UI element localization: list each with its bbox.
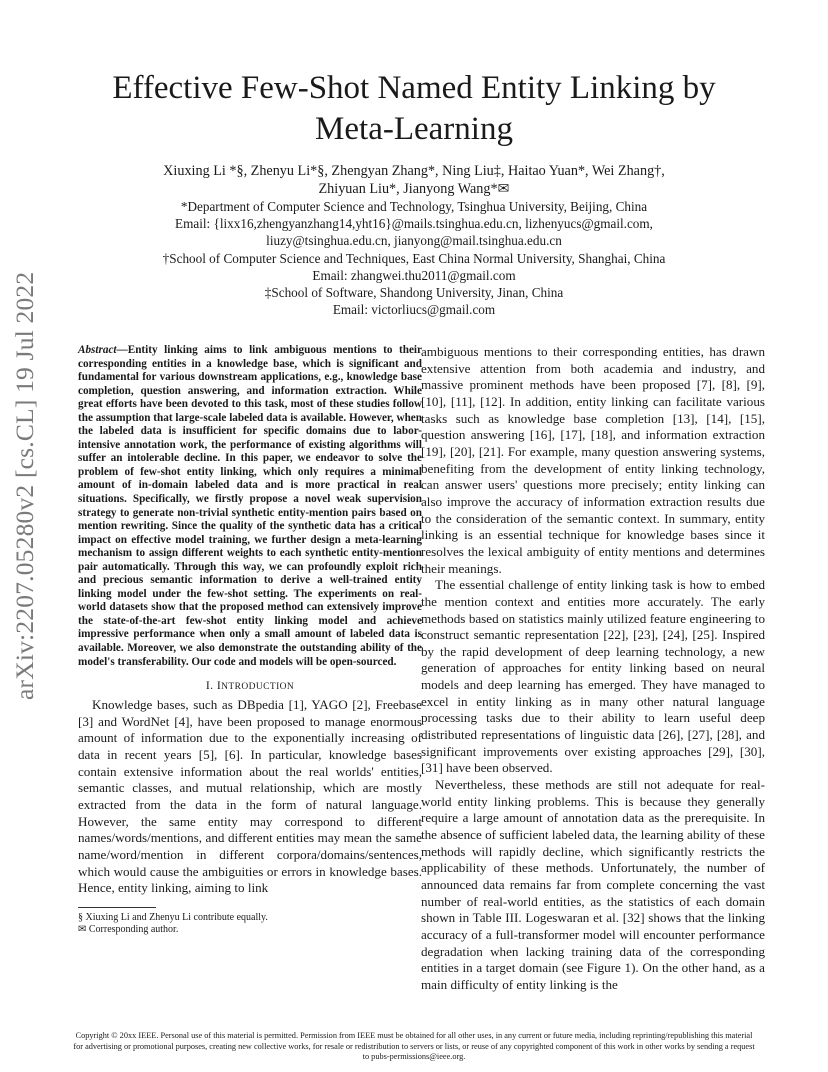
intro-paragraph-1: Knowledge bases, such as DBpedia [1], YAGO [2], Freebase [3] and WordNet [4], have been proposed to manage enormous amount of information due to the exponentially increasing of data in recent years [5], [6]. In particular, knowledge bases contain extensive information about the real worlds' entities, semantic classes, and mutual relationship, which are mostly extracted from the data in the form of natural language. However, the same entity may correspond to different names/words/mentions, and different entities may mean the same name/word/mention in different corpora/domains/sentences, which would cause the ambiguities or errors in knowledge bases. Hence, entity linking, aiming to link <box>78 697 422 896</box>
right-column <box>421 344 765 994</box>
abstract-text: —Entity linking aims to link ambiguous mentions to their corresponding entities in a knowledge base, which is significant and fundamental for various downstream applications, e.g., knowledge base completion, question answering, and information extraction. While great efforts have been devoted to this task, most of these studies follow the assumption that large-scale labeled data is available. However, when the labeled data is insufficient for specific domains due to labor-intensive annotation work, the performance of existing algorithms will suffer an intolerable decline. In this paper, we endeavor to solve the problem of few-shot entity linking, which only requires a minimal amount of in-domain labeled data and is more practical in real situations. Specifically, we firstly propose a novel weak supervision strategy to generate non-trivial synthetic entity-mention pairs based on mention rewriting. Since the quality of the synthetic data has a critical impact on effective model training, we further design a meta-learning mechanism to assign different weights to each synthetic entity-mention pair automatically. Through this way, we can profoundly exploit rich and precious semantic information to derive a well-trained entity linking model under the few-shot setting. The experiments on real-world datasets show that the proposed method can extensively improve the state-of-the-art few-shot entity linking model and achieve impressive performance when only a small amount of labeled data is available. Moreover, we also demonstrate the outstanding ability of the model's transferability. Our code and models will be open-sourced. <box>78 344 422 668</box>
section-numeral: I. I <box>205 678 222 693</box>
left-column <box>78 344 422 936</box>
intro-paragraph-2: The essential challenge of entity linking task is how to embed the mention context and entities more accurately. The early methods based on statistics mainly utilized feature engineering to construct semantic representation [22], [23], [24], [25]. Inspired by the rapid development of deep learning technology, a new generation of approaches for entity linking based on neural models and deep learning has emerged. They have managed to excel in entity linking as in many other natural language processing tasks due to their ability to learn useful deep distributed representations of linguistic data [26], [27], [28], and significant improvements over existing approaches [29], [30], [31] have been observed. <box>421 577 765 776</box>
email-shandong: Email: victorliucs@gmail.com <box>332 302 496 318</box>
abstract <box>78 344 422 669</box>
affiliation-shandong: ‡School of Software, Shandong University, Jinan, China <box>264 285 564 301</box>
affiliation-ecnu: †School of Computer Science and Techniques, East China Normal University, Shanghai, China <box>162 250 666 266</box>
affiliation-tsinghua: *Department of Computer Science and Technology, Tsinghua University, Beijing, China <box>180 199 648 214</box>
footnote-divider <box>78 907 156 908</box>
arxiv-identifier: arXiv:2207.05280v2 [cs.CL] 19 Jul 2022 <box>10 271 39 700</box>
email-tsinghua-2: liuzy@tsinghua.edu.cn, jianyong@mail.tsinghua.edu.cn <box>266 233 562 249</box>
copyright-notice: Copyright © 20xx IEEE. Personal use of this material is permitted. Permission from IEEE must be obtained for all other uses, in any current or future media, including reprinting/republishing this material for advertising or promotional purposes, creating new collective works, for resale or redistribution to servers or lists, or reuse of any copyrighted component of this work in other works by sending a request to pubs-permissions@ieee.org. <box>73 1031 755 1062</box>
section-heading-introduction <box>78 678 422 693</box>
authors-line-2: Zhiyuan Liu*, Jianyong Wang*✉ <box>318 181 510 197</box>
email-tsinghua-1: Email: {lixx16,zhengyanzhang14,yht16}@mails.tsinghua.edu.cn, lizhenyucs@gmail.com, <box>175 216 653 232</box>
section-title: NTRODUCTION <box>221 682 295 693</box>
authors-line-1: Xiuxing Li *§, Zhenyu Li*§, Zhengyan Zhang*, Ning Liu‡, Haitao Yuan*, Wei Zhang†, <box>163 163 665 179</box>
author-block <box>0 162 828 318</box>
title-line-1: Effective Few-Shot Named Entity Linking by <box>112 70 716 106</box>
footnote-corresponding-author: ✉ Corresponding author. <box>78 924 179 935</box>
email-ecnu: Email: zhangwei.thu2011@gmail.com <box>312 267 516 283</box>
intro-paragraph-1-continued: ambiguous mentions to their corresponding entities, has drawn extensive attention from both academia and industry, and massive prominent methods have been proposed [7], [8], [9], [10], [11], [12]. In addition, entity linking can facilitate various tasks such as knowledge base completion [13], [14], [15], question answering [16], [17], [18], and information extraction [19], [20], [21]. For example, many question answering systems, benefiting from the development of entity linking technology, can answer users' questions more precisely; entity linking can also improve the accuracy of information extraction results due to the consideration of the semantic context. In summary, entity linking is an essential technique for knowledge bases since it resolves the lexical ambiguity of entity mentions and determines their meanings. <box>421 344 765 576</box>
title-line-2: Meta-Learning <box>315 111 513 147</box>
abstract-label: Abstract <box>78 344 117 356</box>
footnote-equal-contribution: § Xiuxing Li and Zhenyu Li contribute equally. <box>78 912 268 923</box>
paper-title <box>0 68 828 150</box>
intro-paragraph-3: Nevertheless, these methods are still not adequate for real-world entity linking problems. This is because they generally require a large amount of annotation data as the prerequisite. In the absence of sufficient labeled data, the learning ability of these methods will rapidly decline, which significantly restricts the applicability of these methods. Unfortunately, the number of announced data remains far from complete concerning the vast number of real-world entities, as the statistics of each domain shown in Table III. Logeswaran et al. [32] shows that the linking accuracy of a full-transformer model will encounter performance degradation when lacking training data of the corresponding entities in a target domain (see Figure 1). On the other hand, as a main difficulty of entity linking is the <box>421 777 765 992</box>
